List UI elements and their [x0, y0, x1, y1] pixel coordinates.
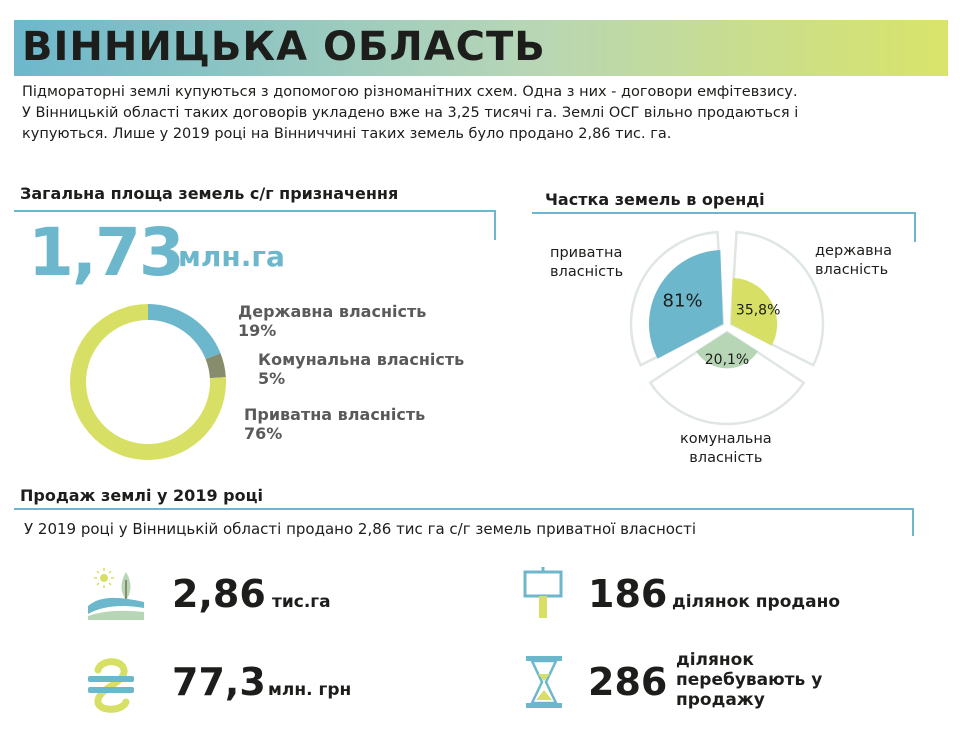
sold-plots-value: 186 — [588, 572, 668, 616]
legend-communal-label: Комунальна власність — [258, 350, 465, 369]
donut-slice-state — [148, 304, 221, 359]
rent-communal-label: комунальна власність — [680, 431, 772, 466]
intro-line-1: Підмораторні землі купуються з допомогою різноманітних схем. Одна з них - договори емфітевзису. — [22, 84, 798, 100]
field-sprout-icon — [86, 566, 146, 622]
legend-state-value: 19% — [238, 321, 277, 340]
total-area-value: 1,73 — [28, 214, 183, 291]
sold-sum-unit: млн. грн — [268, 680, 352, 700]
legend-private-value: 76% — [244, 424, 283, 443]
rent-share-chart — [622, 226, 832, 436]
page-title: ВІННИЦЬКА ОБЛАСТЬ — [22, 24, 546, 70]
sign-post-icon — [522, 566, 564, 620]
legend-state-label: Державна власність — [238, 302, 427, 321]
total-area-heading: Загальна площа земель с/г призначення — [20, 184, 399, 203]
rent-heading: Частка земель в оренді — [545, 190, 765, 209]
legend-private-label: Приватна власність — [244, 405, 426, 424]
hryvnia-icon — [86, 654, 136, 716]
rent-rule — [532, 212, 916, 214]
intro-line-2: У Вінницькій області таких договорів укладено вже на 3,25 тисячі га. Землі ОСГ вільно продаються і — [22, 105, 799, 121]
rent-state-label: державна власність — [815, 243, 893, 278]
sales-rule-end — [912, 508, 914, 536]
total-area-unit: млн.га — [178, 240, 285, 273]
total-area-rule-end — [494, 210, 496, 240]
sold-area-value: 2,86 — [172, 572, 266, 616]
intro-line-3: купуються. Лише у 2019 році на Вінниччині таких земель було продано 2,86 тис. га. — [22, 126, 672, 142]
rent-slice-state-label: 35,8% — [735, 302, 781, 319]
selling-plots-unit: ділянок перебувають у продажу — [676, 650, 823, 710]
legend-communal-value: 5% — [258, 369, 286, 388]
ownership-donut-chart — [68, 302, 228, 462]
sold-area-unit: тис.га — [272, 592, 331, 612]
rent-rule-end — [914, 212, 916, 242]
sales-rule — [14, 508, 914, 510]
rent-slice-private-label: 81% — [662, 290, 703, 312]
rent-private-label: приватна власність — [550, 245, 624, 280]
sales-subtitle: У 2019 році у Вінницькій області продано 2,86 тис га с/г земель приватної власності — [24, 520, 697, 538]
sold-plots-unit: ділянок продано — [672, 592, 841, 612]
total-area-rule — [14, 210, 496, 212]
selling-plots-value: 286 — [588, 660, 668, 704]
sold-sum-value: 77,3 — [172, 660, 266, 704]
hourglass-icon — [524, 654, 564, 710]
sales-heading: Продаж землі у 2019 році — [20, 486, 263, 505]
rent-slice-communal-label: 20,1% — [704, 352, 750, 369]
